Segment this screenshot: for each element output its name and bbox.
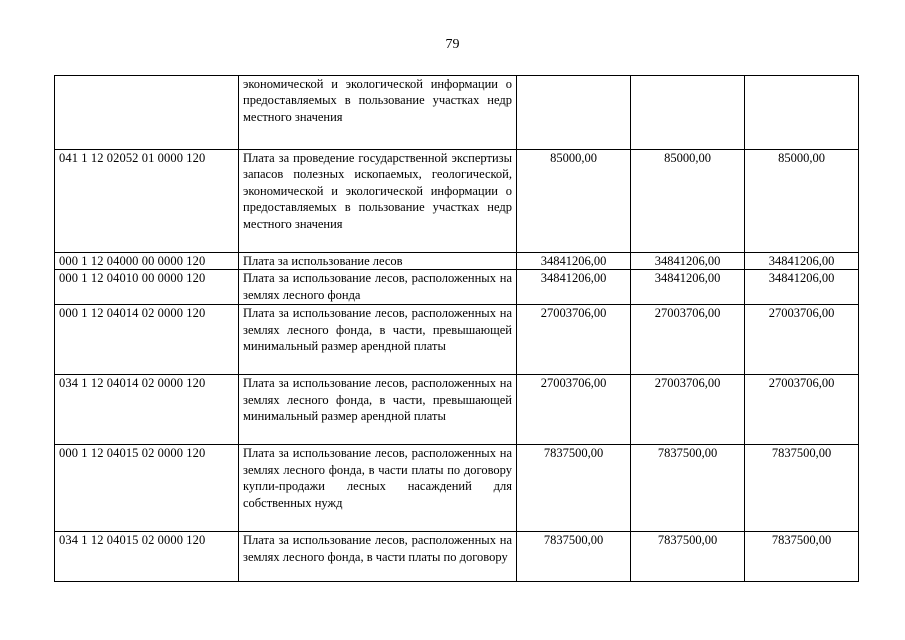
revenue-name-cell: Плата за использование лесов, расположенных на землях лесного фонда, в части платы по договору купли-продажи лесных насаждений для собственных нужд: [239, 445, 517, 532]
revenue-name-cell: Плата за использование лесов, расположенных на землях лесного фонда, в части, превышающей минимальный размер арендной платы: [239, 305, 517, 375]
budget-code-cell: 000 1 12 04000 00 0000 120: [55, 253, 239, 270]
table-row: [55, 150, 859, 253]
table-row: [55, 532, 859, 582]
revenue-name-cell: Плата за проведение государственной экспертизы запасов полезных ископаемых, геологической, экономической и экологической информации о предоставляемых в пользование участках недр местного значения: [239, 150, 517, 253]
table-row: [55, 375, 859, 445]
amount-year-2-cell: 27003706,00: [631, 305, 745, 375]
budget-code-cell: 000 1 12 04015 02 0000 120: [55, 445, 239, 532]
table-row: [55, 76, 859, 150]
budget-code-cell: 041 1 12 02052 01 0000 120: [55, 150, 239, 253]
budget-code-cell: 000 1 12 04014 02 0000 120: [55, 305, 239, 375]
budget-code-cell: 034 1 12 04015 02 0000 120: [55, 532, 239, 582]
revenue-name-cell: Плата за использование лесов, расположенных на землях лесного фонда, в части, превышающей минимальный размер арендной платы: [239, 375, 517, 445]
table-row: [55, 270, 859, 305]
amount-year-1-cell: 27003706,00: [517, 305, 631, 375]
amount-year-3-cell: 34841206,00: [745, 270, 859, 305]
amount-year-3-cell: 7837500,00: [745, 532, 859, 582]
page-number: 79: [445, 37, 460, 52]
amount-year-3-cell: 7837500,00: [745, 445, 859, 532]
amount-year-2-cell: 7837500,00: [631, 445, 745, 532]
revenue-name-cell: Плата за использование лесов: [239, 253, 517, 270]
amount-year-3-cell: 27003706,00: [745, 375, 859, 445]
amount-year-3-cell: 85000,00: [745, 150, 859, 253]
table-row: [55, 253, 859, 270]
amount-year-2-cell: [631, 76, 745, 150]
revenue-name-cell: Плата за использование лесов, расположенных на землях лесного фонда: [239, 270, 517, 305]
budget-code-cell: 034 1 12 04014 02 0000 120: [55, 375, 239, 445]
amount-year-2-cell: 27003706,00: [631, 375, 745, 445]
amount-year-1-cell: 34841206,00: [517, 270, 631, 305]
revenue-name-cell: Плата за использование лесов, расположенных на землях лесного фонда, в части платы по договору: [239, 532, 517, 582]
amount-year-2-cell: 34841206,00: [631, 270, 745, 305]
budget-code-cell: [55, 76, 239, 150]
amount-year-3-cell: 34841206,00: [745, 253, 859, 270]
amount-year-1-cell: 7837500,00: [517, 445, 631, 532]
amount-year-1-cell: 7837500,00: [517, 532, 631, 582]
amount-year-1-cell: 34841206,00: [517, 253, 631, 270]
table-row: [55, 445, 859, 532]
amount-year-3-cell: 27003706,00: [745, 305, 859, 375]
amount-year-2-cell: 7837500,00: [631, 532, 745, 582]
budget-revenue-table: [54, 75, 859, 582]
amount-year-1-cell: 27003706,00: [517, 375, 631, 445]
amount-year-2-cell: 85000,00: [631, 150, 745, 253]
revenue-name-cell: экономической и экологической информации о предоставляемых в пользование участках недр местного значения: [239, 76, 517, 150]
amount-year-1-cell: [517, 76, 631, 150]
amount-year-1-cell: 85000,00: [517, 150, 631, 253]
table-row: [55, 305, 859, 375]
amount-year-3-cell: [745, 76, 859, 150]
budget-code-cell: 000 1 12 04010 00 0000 120: [55, 270, 239, 305]
amount-year-2-cell: 34841206,00: [631, 253, 745, 270]
